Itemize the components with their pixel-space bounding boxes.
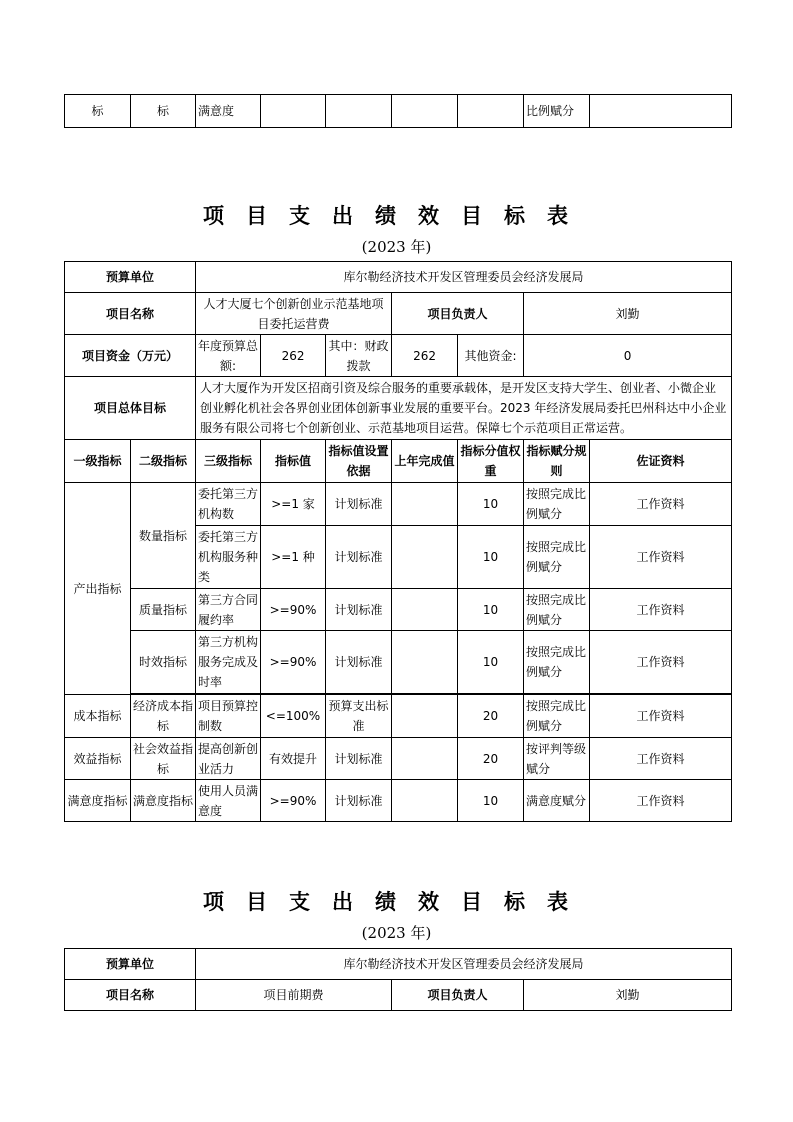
basis-cell: 计划标准 <box>326 738 392 780</box>
evidence-cell: 工作资料 <box>590 695 732 738</box>
evidence-cell: 工作资料 <box>590 631 732 694</box>
weight-cell: 10 <box>458 526 524 589</box>
level3-cell: 第三方机构服务完成及时率 <box>196 631 261 694</box>
basis-cell: 预算支出标准 <box>326 695 392 738</box>
responsible-label: 项目负责人 <box>392 980 524 1011</box>
evidence-cell: 工作资料 <box>590 526 732 589</box>
fragment-cell <box>261 95 326 128</box>
prev-cell <box>392 589 458 631</box>
header-evidence: 佐证资料 <box>590 440 732 483</box>
level3-cell: 使用人员满意度 <box>196 780 261 822</box>
weight-cell: 10 <box>458 589 524 631</box>
prev-cell <box>392 483 458 526</box>
rule-cell: 按照完成比例赋分 <box>524 483 590 526</box>
fragment-cell <box>392 95 458 128</box>
evidence-cell: 工作资料 <box>590 483 732 526</box>
prev-cell <box>392 738 458 780</box>
header-level1: 一级指标 <box>65 440 131 483</box>
header-level3: 三级指标 <box>196 440 261 483</box>
prev-cell <box>392 526 458 589</box>
level1-output: 产出指标 <box>65 483 131 695</box>
fragment-cell: 标 <box>131 95 196 128</box>
rule-cell: 按照完成比例赋分 <box>524 526 590 589</box>
value-cell: >=1 家 <box>261 483 326 526</box>
fragment-cell <box>326 95 392 128</box>
year-label-2: (2023 年) <box>361 924 432 942</box>
level2-timeliness: 时效指标 <box>131 631 196 694</box>
weight-cell: 10 <box>458 780 524 822</box>
evidence-cell: 工作资料 <box>590 589 732 631</box>
year-label: (2023 年) <box>361 238 432 256</box>
fiscal-value: 262 <box>392 335 458 377</box>
fiscal-label: 其中：财政拨款 <box>326 335 392 377</box>
value-cell: >=1 种 <box>261 526 326 589</box>
header-rule: 指标赋分规则 <box>524 440 590 483</box>
level2-quantity: 数量指标 <box>131 483 196 589</box>
page-title-2: 项目支出绩效目标表 <box>203 889 590 914</box>
value-cell: 有效提升 <box>261 738 326 780</box>
project-name-value: 项目前期费 <box>196 980 392 1011</box>
level3-cell: 委托第三方机构服务种类 <box>196 526 261 589</box>
level3-cell: 提高创新创业活力 <box>196 738 261 780</box>
header-basis: 指标值设置依据 <box>326 440 392 483</box>
goal-text: 人才大厦作为开发区招商引资及综合服务的重要承载体，是开发区支持大学生、创业者、小微企业创业孵化机社会各界创业团体创新事业发展的重要平台。2023 年经济发展局委托巴州科达中小企业服务有限公司将七个创新创业、示范基地项目运营。保障七个示范项目正常运营。 <box>196 377 732 440</box>
weight-cell: 10 <box>458 483 524 526</box>
fragment-cell <box>590 95 732 128</box>
level1-cost: 成本指标 <box>65 695 131 738</box>
performance-table <box>64 261 732 822</box>
prev-cell <box>392 695 458 738</box>
value-cell: <=100% <box>261 695 326 738</box>
project-name-label: 项目名称 <box>65 293 196 335</box>
other-funds-value: 0 <box>524 335 732 377</box>
rule-cell: 按照完成比例赋分 <box>524 695 590 738</box>
weight-cell: 10 <box>458 631 524 694</box>
prev-cell <box>392 780 458 822</box>
level1-satisfaction: 满意度指标 <box>65 780 131 822</box>
level2-social: 社会效益指标 <box>131 738 196 780</box>
fragment-cell: 比例赋分 <box>524 95 590 128</box>
level2-quality: 质量指标 <box>131 589 196 631</box>
value-cell: >=90% <box>261 589 326 631</box>
value-cell: >=90% <box>261 780 326 822</box>
level2-econ-cost: 经济成本指标 <box>131 695 196 738</box>
basis-cell: 计划标准 <box>326 631 392 694</box>
fragment-cell: 标 <box>65 95 131 128</box>
rule-cell: 按照完成比例赋分 <box>524 631 590 694</box>
header-weight: 指标分值权重 <box>458 440 524 483</box>
responsible-label: 项目负责人 <box>392 293 524 335</box>
fragment-cell <box>458 95 524 128</box>
fragment-cell: 满意度 <box>196 95 261 128</box>
level3-cell: 第三方合同履约率 <box>196 589 261 631</box>
budget-unit-label: 预算单位 <box>65 949 196 980</box>
value-cell: >=90% <box>261 631 326 694</box>
rule-cell: 按评判等级赋分 <box>524 738 590 780</box>
rule-cell: 满意度赋分 <box>524 780 590 822</box>
budget-unit-value: 库尔勒经济技术开发区管理委员会经济发展局 <box>196 949 732 980</box>
budget-unit-value: 库尔勒经济技术开发区管理委员会经济发展局 <box>196 262 732 293</box>
weight-cell: 20 <box>458 738 524 780</box>
goal-label: 项目总体目标 <box>65 377 196 440</box>
basis-cell: 计划标准 <box>326 483 392 526</box>
performance-table-2 <box>64 948 732 1011</box>
funds-label: 项目资金（万元） <box>65 335 196 377</box>
evidence-cell: 工作资料 <box>590 780 732 822</box>
annual-budget-value: 262 <box>261 335 326 377</box>
header-level2: 二级指标 <box>131 440 196 483</box>
level3-cell: 委托第三方机构数 <box>196 483 261 526</box>
level1-benefit: 效益指标 <box>65 738 131 780</box>
top-fragment-table <box>64 94 732 128</box>
basis-cell: 计划标准 <box>326 589 392 631</box>
budget-unit-label: 预算单位 <box>65 262 196 293</box>
prev-cell <box>392 631 458 694</box>
weight-cell: 20 <box>458 695 524 738</box>
basis-cell: 计划标准 <box>326 526 392 589</box>
project-name-value: 人才大厦七个创新创业示范基地项目委托运营费 <box>196 293 392 335</box>
header-prev: 上年完成值 <box>392 440 458 483</box>
page-title: 项目支出绩效目标表 <box>203 203 590 228</box>
level3-cell: 项目预算控制数 <box>196 695 261 738</box>
other-funds-label: 其他资金: <box>458 335 524 377</box>
responsible-value: 刘勤 <box>524 293 732 335</box>
evidence-cell: 工作资料 <box>590 738 732 780</box>
responsible-value: 刘勤 <box>524 980 732 1011</box>
header-value: 指标值 <box>261 440 326 483</box>
annual-budget-label: 年度预算总额: <box>196 335 261 377</box>
project-name-label: 项目名称 <box>65 980 196 1011</box>
basis-cell: 计划标准 <box>326 780 392 822</box>
rule-cell: 按照完成比例赋分 <box>524 589 590 631</box>
level2-satisfaction: 满意度指标 <box>131 780 196 822</box>
